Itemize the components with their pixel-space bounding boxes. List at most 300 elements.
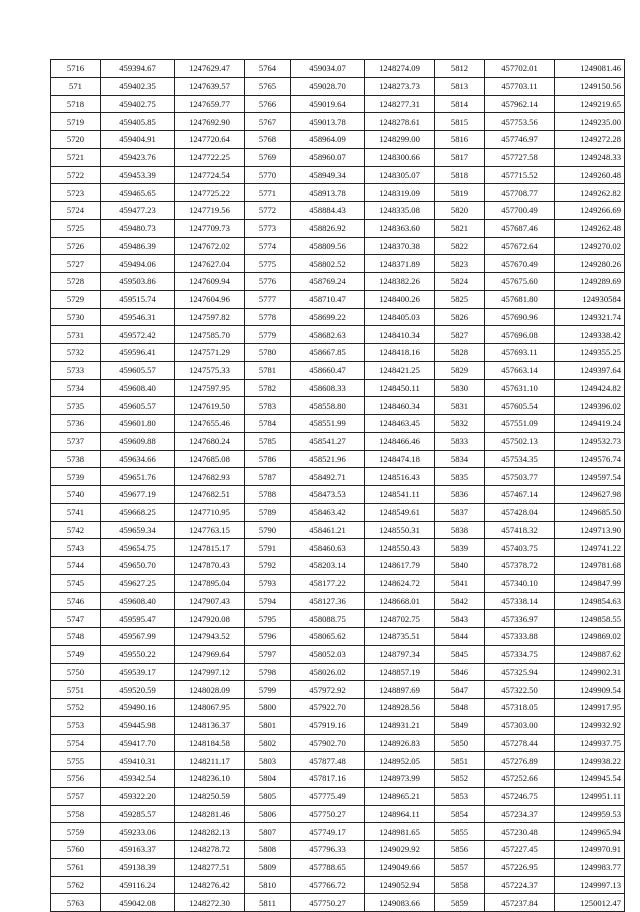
y-coordinate-cell: 1247722.25 <box>175 148 245 166</box>
table-row <box>245 273 435 291</box>
x-coordinate-cell: 458521.96 <box>291 450 365 468</box>
table-row <box>435 663 625 681</box>
y-coordinate-cell: 1249289.69 <box>555 273 625 291</box>
table-row <box>51 858 245 876</box>
table-row <box>51 432 245 450</box>
x-coordinate-cell: 459567.99 <box>101 628 175 646</box>
point-number-cell: 5804 <box>245 770 291 788</box>
table-row <box>51 361 245 379</box>
x-coordinate-cell: 457230.48 <box>485 823 555 841</box>
table-row <box>245 574 435 592</box>
y-coordinate-cell: 1247682.51 <box>175 486 245 504</box>
point-number-cell: 5742 <box>51 521 101 539</box>
y-coordinate-cell: 1248474.18 <box>365 450 435 468</box>
table-row <box>245 628 435 646</box>
x-coordinate-cell: 459608.40 <box>101 379 175 397</box>
x-coordinate-cell: 457534.35 <box>485 450 555 468</box>
y-coordinate-cell: 1248067.95 <box>175 699 245 717</box>
x-coordinate-cell: 457605.54 <box>485 397 555 415</box>
point-number-cell: 5854 <box>435 805 485 823</box>
y-coordinate-cell: 1249321.74 <box>555 308 625 326</box>
point-number-cell: 5744 <box>51 557 101 575</box>
point-number-cell: 5831 <box>435 397 485 415</box>
y-coordinate-cell: 1248624.72 <box>365 574 435 592</box>
point-number-cell: 5731 <box>51 326 101 344</box>
y-coordinate-cell: 1249938.22 <box>555 752 625 770</box>
x-coordinate-cell: 459417.70 <box>101 734 175 752</box>
point-number-cell: 5853 <box>435 787 485 805</box>
x-coordinate-cell: 458826.92 <box>291 219 365 237</box>
y-coordinate-cell: 1248516.43 <box>365 468 435 486</box>
point-number-cell: 5752 <box>51 699 101 717</box>
x-coordinate-cell: 459404.91 <box>101 131 175 149</box>
y-coordinate-cell: 1247920.08 <box>175 610 245 628</box>
table-row <box>51 344 245 362</box>
table-row <box>51 468 245 486</box>
x-coordinate-cell: 458460.63 <box>291 539 365 557</box>
point-number-cell: 5807 <box>245 823 291 841</box>
point-number-cell: 5723 <box>51 184 101 202</box>
y-coordinate-cell: 1248550.31 <box>365 521 435 539</box>
table-row <box>51 805 245 823</box>
table-row <box>245 113 435 131</box>
y-coordinate-cell: 1247895.04 <box>175 574 245 592</box>
point-number-cell: 5755 <box>51 752 101 770</box>
table-row <box>245 219 435 237</box>
point-number-cell: 5786 <box>245 450 291 468</box>
point-number-cell: 5777 <box>245 290 291 308</box>
table-row <box>245 770 435 788</box>
x-coordinate-cell: 457631.10 <box>485 379 555 397</box>
x-coordinate-cell: 457766.72 <box>291 876 365 894</box>
table-row <box>245 716 435 734</box>
table-row <box>245 450 435 468</box>
x-coordinate-cell: 457227.45 <box>485 841 555 859</box>
x-coordinate-cell: 457700.49 <box>485 202 555 220</box>
x-coordinate-cell: 459546.31 <box>101 308 175 326</box>
table-row <box>51 716 245 734</box>
table-row <box>435 60 625 78</box>
point-number-cell: 5819 <box>435 184 485 202</box>
point-number-cell: 5774 <box>245 237 291 255</box>
x-coordinate-cell: 457675.60 <box>485 273 555 291</box>
y-coordinate-cell: 1248282.13 <box>175 823 245 841</box>
point-number-cell: 5766 <box>245 95 291 113</box>
y-coordinate-cell: 1249029.92 <box>365 841 435 859</box>
y-coordinate-cell: 1249272.28 <box>555 131 625 149</box>
y-coordinate-cell: 1249280.26 <box>555 255 625 273</box>
x-coordinate-cell: 458473.53 <box>291 486 365 504</box>
y-coordinate-cell: 1249219.65 <box>555 95 625 113</box>
y-coordinate-cell: 1249270.02 <box>555 237 625 255</box>
point-number-cell: 5798 <box>245 663 291 681</box>
y-coordinate-cell: 1247710.95 <box>175 503 245 521</box>
point-number-cell: 5800 <box>245 699 291 717</box>
x-coordinate-cell: 457322.50 <box>485 681 555 699</box>
x-coordinate-cell: 457378.72 <box>485 557 555 575</box>
point-number-cell: 5720 <box>51 131 101 149</box>
y-coordinate-cell: 1248410.34 <box>365 326 435 344</box>
point-number-cell: 5830 <box>435 379 485 397</box>
x-coordinate-cell: 458660.47 <box>291 361 365 379</box>
table-row <box>245 858 435 876</box>
x-coordinate-cell: 457902.70 <box>291 734 365 752</box>
y-coordinate-cell: 1249052.94 <box>365 876 435 894</box>
table-row <box>435 237 625 255</box>
point-number-cell: 5855 <box>435 823 485 841</box>
table-row <box>435 397 625 415</box>
x-coordinate-cell: 457962.14 <box>485 95 555 113</box>
y-coordinate-cell: 1249887.62 <box>555 645 625 663</box>
x-coordinate-cell: 459659.34 <box>101 521 175 539</box>
table-row <box>435 699 625 717</box>
y-coordinate-cell: 1249397.64 <box>555 361 625 379</box>
y-coordinate-cell: 1249260.48 <box>555 166 625 184</box>
x-coordinate-cell: 457922.70 <box>291 699 365 717</box>
table-row <box>435 770 625 788</box>
x-coordinate-cell: 458949.34 <box>291 166 365 184</box>
point-number-cell: 5784 <box>245 415 291 433</box>
x-coordinate-cell: 459595.47 <box>101 610 175 628</box>
table-row <box>51 823 245 841</box>
y-coordinate-cell: 1248136.37 <box>175 716 245 734</box>
x-coordinate-cell: 457663.14 <box>485 361 555 379</box>
x-coordinate-cell: 457817.16 <box>291 770 365 788</box>
table-row <box>51 326 245 344</box>
y-coordinate-cell: 1248702.75 <box>365 610 435 628</box>
point-number-cell: 5851 <box>435 752 485 770</box>
point-number-cell: 5768 <box>245 131 291 149</box>
x-coordinate-cell: 459480.73 <box>101 219 175 237</box>
table-row <box>245 486 435 504</box>
x-coordinate-cell: 458127.36 <box>291 592 365 610</box>
y-coordinate-cell: 1248466.46 <box>365 432 435 450</box>
y-coordinate-cell: 1248236.10 <box>175 770 245 788</box>
table-row <box>435 344 625 362</box>
x-coordinate-cell: 457877.48 <box>291 752 365 770</box>
point-number-cell: 5735 <box>51 397 101 415</box>
point-number-cell: 5806 <box>245 805 291 823</box>
table-row <box>51 255 245 273</box>
y-coordinate-cell: 1249262.82 <box>555 184 625 202</box>
table-row <box>51 308 245 326</box>
table-row <box>245 95 435 113</box>
x-coordinate-cell: 458964.09 <box>291 131 365 149</box>
table-row <box>51 415 245 433</box>
y-coordinate-cell: 1249262.48 <box>555 219 625 237</box>
point-number-cell: 5809 <box>245 858 291 876</box>
y-coordinate-cell: 1248926.83 <box>365 734 435 752</box>
x-coordinate-cell: 458463.42 <box>291 503 365 521</box>
y-coordinate-cell: 1248857.19 <box>365 663 435 681</box>
table-row <box>51 876 245 894</box>
table-row <box>51 894 245 912</box>
table-row <box>435 450 625 468</box>
point-number-cell: 5732 <box>51 344 101 362</box>
table-row <box>51 77 245 95</box>
table-row <box>245 610 435 628</box>
x-coordinate-cell: 459019.64 <box>291 95 365 113</box>
x-coordinate-cell: 459609.88 <box>101 432 175 450</box>
table-row <box>245 787 435 805</box>
y-coordinate-cell: 1249965.94 <box>555 823 625 841</box>
x-coordinate-cell: 459465.65 <box>101 184 175 202</box>
point-number-cell: 5826 <box>435 308 485 326</box>
point-number-cell: 5730 <box>51 308 101 326</box>
y-coordinate-cell: 1248371.89 <box>365 255 435 273</box>
point-number-cell: 5761 <box>51 858 101 876</box>
point-number-cell: 5790 <box>245 521 291 539</box>
x-coordinate-cell: 458682.63 <box>291 326 365 344</box>
y-coordinate-cell: 1249781.68 <box>555 557 625 575</box>
table-row <box>245 148 435 166</box>
y-coordinate-cell: 1248028.09 <box>175 681 245 699</box>
point-number-cell: 5734 <box>51 379 101 397</box>
point-number-cell: 5799 <box>245 681 291 699</box>
table-row <box>435 308 625 326</box>
x-coordinate-cell: 459410.31 <box>101 752 175 770</box>
point-number-cell: 571 <box>51 77 101 95</box>
table-row <box>435 415 625 433</box>
y-coordinate-cell: 1247672.02 <box>175 237 245 255</box>
y-coordinate-cell: 1249081.46 <box>555 60 625 78</box>
x-coordinate-cell: 457788.65 <box>291 858 365 876</box>
x-coordinate-cell: 459634.66 <box>101 450 175 468</box>
x-coordinate-cell: 457502.13 <box>485 432 555 450</box>
y-coordinate-cell: 1249713.90 <box>555 521 625 539</box>
table-row <box>435 379 625 397</box>
x-coordinate-cell: 459402.75 <box>101 95 175 113</box>
point-number-cell: 5848 <box>435 699 485 717</box>
table-row <box>435 823 625 841</box>
table-row <box>435 486 625 504</box>
table-row <box>51 60 245 78</box>
y-coordinate-cell: 1247639.57 <box>175 77 245 95</box>
table-row <box>51 574 245 592</box>
point-number-cell: 5813 <box>435 77 485 95</box>
point-number-cell: 5850 <box>435 734 485 752</box>
x-coordinate-cell: 457303.00 <box>485 716 555 734</box>
y-coordinate-cell: 1247659.77 <box>175 95 245 113</box>
point-number-cell: 5719 <box>51 113 101 131</box>
point-number-cell: 5817 <box>435 148 485 166</box>
x-coordinate-cell: 457749.17 <box>291 823 365 841</box>
point-number-cell: 5859 <box>435 894 485 912</box>
y-coordinate-cell: 1249945.54 <box>555 770 625 788</box>
point-number-cell: 5856 <box>435 841 485 859</box>
x-coordinate-cell: 459572.42 <box>101 326 175 344</box>
table-row <box>245 60 435 78</box>
x-coordinate-cell: 457334.75 <box>485 645 555 663</box>
table-row <box>435 876 625 894</box>
point-number-cell: 5727 <box>51 255 101 273</box>
point-number-cell: 5839 <box>435 539 485 557</box>
x-coordinate-cell: 458960.07 <box>291 148 365 166</box>
table-row <box>51 131 245 149</box>
y-coordinate-cell: 1248405.03 <box>365 308 435 326</box>
point-number-cell: 5843 <box>435 610 485 628</box>
y-coordinate-cell: 1248463.45 <box>365 415 435 433</box>
table-row <box>435 184 625 202</box>
point-number-cell: 5725 <box>51 219 101 237</box>
point-number-cell: 5754 <box>51 734 101 752</box>
table-row <box>245 308 435 326</box>
y-coordinate-cell: 1247597.82 <box>175 308 245 326</box>
y-coordinate-cell: 1249355.25 <box>555 344 625 362</box>
y-coordinate-cell: 1247997.12 <box>175 663 245 681</box>
point-number-cell: 5783 <box>245 397 291 415</box>
x-coordinate-cell: 458551.99 <box>291 415 365 433</box>
table-row <box>51 539 245 557</box>
point-number-cell: 5811 <box>245 894 291 912</box>
table-row <box>435 894 625 912</box>
x-coordinate-cell: 458608.33 <box>291 379 365 397</box>
y-coordinate-cell: 1247969.64 <box>175 645 245 663</box>
table-row <box>51 699 245 717</box>
y-coordinate-cell: 1247724.54 <box>175 166 245 184</box>
y-coordinate-cell: 1249937.75 <box>555 734 625 752</box>
x-coordinate-cell: 459423.76 <box>101 148 175 166</box>
table-row <box>435 468 625 486</box>
point-number-cell: 5797 <box>245 645 291 663</box>
point-number-cell: 5726 <box>51 237 101 255</box>
table-row <box>245 184 435 202</box>
table-row <box>51 628 245 646</box>
x-coordinate-cell: 459034.07 <box>291 60 365 78</box>
x-coordinate-cell: 459605.57 <box>101 397 175 415</box>
point-number-cell: 5762 <box>51 876 101 894</box>
x-coordinate-cell: 457750.27 <box>291 894 365 912</box>
x-coordinate-cell: 459453.39 <box>101 166 175 184</box>
x-coordinate-cell: 458461.21 <box>291 521 365 539</box>
y-coordinate-cell: 1249049.66 <box>365 858 435 876</box>
y-coordinate-cell: 1247597.95 <box>175 379 245 397</box>
table-row <box>51 486 245 504</box>
point-number-cell: 5849 <box>435 716 485 734</box>
point-number-cell: 5803 <box>245 752 291 770</box>
coordinate-table-left <box>50 59 245 912</box>
point-number-cell: 5829 <box>435 361 485 379</box>
x-coordinate-cell: 459596.41 <box>101 344 175 362</box>
x-coordinate-cell: 457418.32 <box>485 521 555 539</box>
point-number-cell: 5760 <box>51 841 101 859</box>
table-row <box>435 273 625 291</box>
y-coordinate-cell: 1247585.70 <box>175 326 245 344</box>
y-coordinate-cell: 1249685.50 <box>555 503 625 521</box>
y-coordinate-cell: 1247629.47 <box>175 60 245 78</box>
point-number-cell: 5832 <box>435 415 485 433</box>
y-coordinate-cell: 1249150.56 <box>555 77 625 95</box>
y-coordinate-cell: 1248335.08 <box>365 202 435 220</box>
x-coordinate-cell: 457693.11 <box>485 344 555 362</box>
y-coordinate-cell: 1248300.66 <box>365 148 435 166</box>
x-coordinate-cell: 457690.96 <box>485 308 555 326</box>
table-row <box>435 574 625 592</box>
point-number-cell: 5773 <box>245 219 291 237</box>
y-coordinate-cell: 1248370.38 <box>365 237 435 255</box>
x-coordinate-cell: 459486.39 <box>101 237 175 255</box>
table-row <box>435 166 625 184</box>
y-coordinate-cell: 1249248.33 <box>555 148 625 166</box>
x-coordinate-cell: 458699.22 <box>291 308 365 326</box>
x-coordinate-cell: 457681.80 <box>485 290 555 308</box>
point-number-cell: 5740 <box>51 486 101 504</box>
x-coordinate-cell: 457727.58 <box>485 148 555 166</box>
table-row <box>435 645 625 663</box>
y-coordinate-cell: 1248184.58 <box>175 734 245 752</box>
table-row <box>245 663 435 681</box>
x-coordinate-cell: 459116.24 <box>101 876 175 894</box>
table-row <box>51 273 245 291</box>
x-coordinate-cell: 459494.06 <box>101 255 175 273</box>
y-coordinate-cell: 1248965.21 <box>365 787 435 805</box>
y-coordinate-cell: 1247609.94 <box>175 273 245 291</box>
x-coordinate-cell: 458541.27 <box>291 432 365 450</box>
point-number-cell: 5781 <box>245 361 291 379</box>
point-number-cell: 5834 <box>435 450 485 468</box>
y-coordinate-cell: 1249741.22 <box>555 539 625 557</box>
point-number-cell: 5748 <box>51 628 101 646</box>
table-row <box>245 255 435 273</box>
y-coordinate-cell: 1247719.56 <box>175 202 245 220</box>
x-coordinate-cell: 458667.85 <box>291 344 365 362</box>
y-coordinate-cell: 1248931.21 <box>365 716 435 734</box>
table-row <box>51 184 245 202</box>
point-number-cell: 5736 <box>51 415 101 433</box>
point-number-cell: 5785 <box>245 432 291 450</box>
y-coordinate-cell: 1249997.13 <box>555 876 625 894</box>
point-number-cell: 5802 <box>245 734 291 752</box>
x-coordinate-cell: 457252.66 <box>485 770 555 788</box>
point-number-cell: 5801 <box>245 716 291 734</box>
x-coordinate-cell: 459515.74 <box>101 290 175 308</box>
point-number-cell: 5750 <box>51 663 101 681</box>
y-coordinate-cell: 1247685.08 <box>175 450 245 468</box>
table-row <box>245 503 435 521</box>
table-row <box>245 841 435 859</box>
table-row <box>435 148 625 166</box>
point-number-cell: 5845 <box>435 645 485 663</box>
x-coordinate-cell: 458026.02 <box>291 663 365 681</box>
point-number-cell: 5721 <box>51 148 101 166</box>
x-coordinate-cell: 457687.46 <box>485 219 555 237</box>
table-row <box>51 752 245 770</box>
table-row <box>51 681 245 699</box>
point-number-cell: 5822 <box>435 237 485 255</box>
table-row <box>51 450 245 468</box>
table-row <box>435 734 625 752</box>
x-coordinate-cell: 459650.70 <box>101 557 175 575</box>
table-row <box>51 202 245 220</box>
y-coordinate-cell: 1248952.05 <box>365 752 435 770</box>
y-coordinate-cell: 1247725.22 <box>175 184 245 202</box>
table-row <box>435 219 625 237</box>
x-coordinate-cell: 457753.56 <box>485 113 555 131</box>
x-coordinate-cell: 459677.19 <box>101 486 175 504</box>
table-row <box>435 290 625 308</box>
point-number-cell: 5824 <box>435 273 485 291</box>
point-number-cell: 5747 <box>51 610 101 628</box>
y-coordinate-cell: 1249869.02 <box>555 628 625 646</box>
y-coordinate-cell: 1249266.69 <box>555 202 625 220</box>
y-coordinate-cell: 1248735.51 <box>365 628 435 646</box>
x-coordinate-cell: 457715.52 <box>485 166 555 184</box>
table-row <box>245 876 435 894</box>
x-coordinate-cell: 459477.23 <box>101 202 175 220</box>
point-number-cell: 5772 <box>245 202 291 220</box>
y-coordinate-cell: 1249338.42 <box>555 326 625 344</box>
x-coordinate-cell: 457325.94 <box>485 663 555 681</box>
